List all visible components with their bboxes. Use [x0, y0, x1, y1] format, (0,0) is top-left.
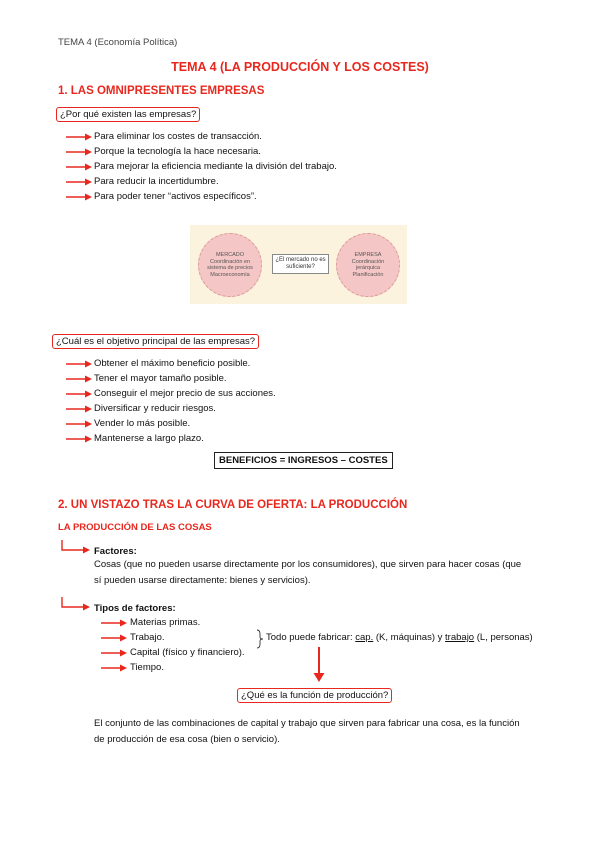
section2-heading: 2. UN VISTAZO TRAS LA CURVA DE OFERTA: LA PRODUCCIÓN — [58, 499, 408, 511]
bent-arrow-icon — [60, 540, 92, 554]
arrow-icon — [101, 649, 127, 657]
section2-subheading: LA PRODUCCIÓN DE LAS COSAS — [58, 522, 212, 533]
conclusion-line2: de producción de esa cosa (bien o servicio). — [94, 734, 280, 745]
arrow-icon — [66, 360, 92, 368]
todo-cap: cap. — [355, 632, 374, 643]
arrow-icon — [101, 664, 127, 672]
arrow-icon — [66, 178, 92, 186]
factores-text-line2: sí pueden usarse directamente: bienes y servicios). — [94, 575, 311, 586]
arrow-icon — [66, 193, 92, 201]
conclusion-line1: El conjunto de las combinaciones de capital y trabajo que sirven para fabricar una cosa, es la función — [94, 718, 520, 729]
market-vs-firm-diagram — [190, 225, 407, 304]
question-objective: ¿Cuál es el objetivo principal de las empresas? — [52, 334, 259, 349]
bent-arrow-icon — [60, 597, 92, 611]
arrow-icon — [66, 163, 92, 171]
list-item: Capital (físico y financiero). — [130, 647, 245, 658]
question-production-function: ¿Qué es la función de producción? — [237, 688, 392, 703]
list-item: Porque la tecnología la hace necesaria. — [94, 146, 261, 157]
factores-label: Factores: — [94, 546, 137, 557]
list-item: Vender lo más posible. — [94, 418, 191, 429]
profit-formula: BENEFICIOS = INGRESOS – COSTES — [214, 452, 393, 469]
list-item: Conseguir el mejor precio de sus acciones. — [94, 388, 276, 399]
arrow-icon — [101, 634, 127, 642]
arrow-icon — [66, 435, 92, 443]
page-header: TEMA 4 (Economía Política) — [58, 37, 178, 48]
list-item: Para poder tener “activos específicos”. — [94, 191, 257, 202]
list-item: Tener el mayor tamaño posible. — [94, 373, 227, 384]
list-item: Para reducir la incertidumbre. — [94, 176, 219, 187]
arrow-icon — [66, 148, 92, 156]
todo-puede-fabricar — [266, 632, 533, 643]
arrow-icon — [66, 390, 92, 398]
arrow-icon — [66, 405, 92, 413]
list-item: Materias primas. — [130, 617, 201, 628]
list-item: Obtener el máximo beneficio posible. — [94, 358, 251, 369]
firm-circle: EMPRESA Coordinación jerárquica Planificación — [336, 233, 400, 297]
brace-icon — [256, 629, 264, 649]
arrow-icon — [101, 619, 127, 627]
list-item: Mantenerse a largo plazo. — [94, 433, 204, 444]
list-item: Diversificar y reducir riesgos. — [94, 403, 216, 414]
list-item: Para mejorar la eficiencia mediante la división del trabajo. — [94, 161, 337, 172]
arrow-icon — [66, 420, 92, 428]
todo-prefix: Todo puede fabricar: — [266, 632, 356, 643]
diagram-question-box: ¿El mercado no es suficiente? — [272, 254, 329, 274]
market-circle: MERCADO Coordinación en sistema de precios Macroeconomía — [198, 233, 262, 297]
list-item: Tiempo. — [130, 662, 164, 673]
page-title: TEMA 4 (LA PRODUCCIÓN Y LOS COSTES) — [171, 60, 429, 74]
arrow-icon — [66, 133, 92, 141]
question-why-firms: ¿Por qué existen las empresas? — [56, 107, 200, 122]
factores-text-line1: Cosas (que no pueden usarse directamente por los consumidores), que sirven para hacer cosas (que — [94, 559, 522, 570]
todo-trabajo: trabajo — [445, 632, 475, 643]
todo-suffix: (L, personas) — [474, 632, 533, 643]
arrow-icon — [66, 375, 92, 383]
tipos-label: Tipos de factores: — [94, 603, 176, 614]
down-arrow-icon — [312, 647, 326, 683]
list-item: Trabajo. — [130, 632, 165, 643]
todo-mid: (K, máquinas) y — [373, 632, 446, 643]
list-item: Para eliminar los costes de transacción. — [94, 131, 262, 142]
section1-heading: 1. LAS OMNIPRESENTES EMPRESAS — [58, 85, 265, 97]
